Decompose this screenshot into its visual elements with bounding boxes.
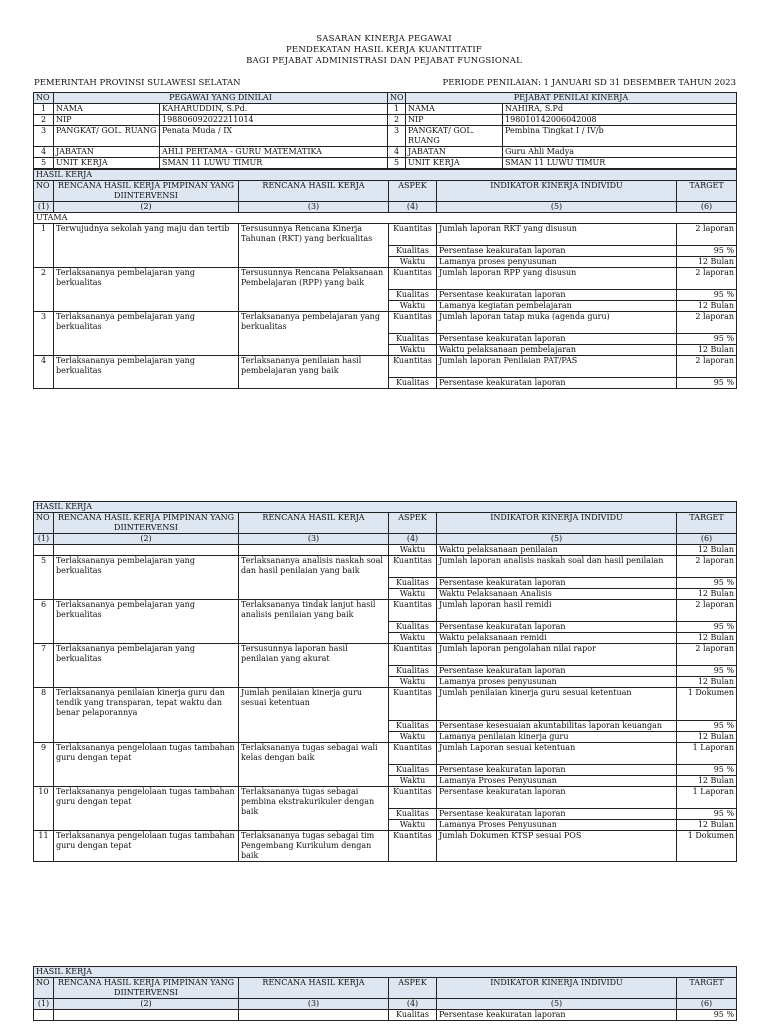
item-indikator: Jumlah laporan Penilaian PAT/PAS xyxy=(437,356,677,378)
item-no: 6 xyxy=(34,600,54,644)
id-no-head: NO xyxy=(34,93,54,104)
item-target: 95 % xyxy=(677,721,737,732)
table-row xyxy=(34,224,737,246)
id-label: UNIT KERJA xyxy=(54,158,160,169)
item-indikator: Persentase keakuratan laporan xyxy=(437,246,677,257)
doc-title-2: PENDEKATAN HASIL KERJA KUANTITATIF xyxy=(286,45,482,55)
carry-aspek: Waktu xyxy=(389,545,437,556)
page-section-1 xyxy=(33,92,736,389)
item-target: 12 Bulan xyxy=(677,301,737,312)
table-row xyxy=(34,356,737,378)
item-no: 3 xyxy=(34,312,54,356)
item-target: 2 laporan xyxy=(677,224,737,246)
item-target: 2 laporan xyxy=(677,600,737,622)
item-aspek: Kualitas xyxy=(389,666,437,677)
item-aspek: Kuantitas xyxy=(389,787,437,809)
item-target: 12 Bulan xyxy=(677,257,737,268)
id-no: 2 xyxy=(388,115,406,126)
item-target: 95 % xyxy=(677,578,737,589)
pegawai-dinilai-head: PEGAWAI YANG DINILAI xyxy=(54,93,388,104)
col-number: (3) xyxy=(239,999,389,1010)
item-target: 95 % xyxy=(677,290,737,301)
item-pimpinan: Terlaksananya pembelajaran yang berkualitas xyxy=(54,356,239,389)
item-pimpinan: Terlaksananya pembelajaran yang berkualitas xyxy=(54,268,239,312)
item-indikator: Persentase keakuratan laporan xyxy=(437,578,677,589)
item-indikator: Lamanya penilaian kinerja guru xyxy=(437,732,677,743)
item-aspek: Kualitas xyxy=(389,765,437,776)
id-no: 1 xyxy=(34,104,54,115)
col-indikator: INDIKATOR KINERJA INDIVIDU xyxy=(437,513,677,534)
item-indikator: Persentase kesesuaian akuntabilitas laporan keuangan xyxy=(437,721,677,732)
carry-indikator-3: Persentase keakuratan laporan xyxy=(437,1010,677,1021)
item-aspek: Waktu xyxy=(389,589,437,600)
carry-target: 12 Bulan xyxy=(677,545,737,556)
item-indikator: Persentase keakuratan laporan xyxy=(437,809,677,820)
item-indikator: Lamanya Proses Penyusunan xyxy=(437,776,677,787)
col-number: (1) xyxy=(34,534,54,545)
hasil-kerja-table-1 xyxy=(33,169,737,389)
item-no: 1 xyxy=(34,224,54,268)
item-indikator: Persentase keakuratan laporan xyxy=(437,334,677,345)
item-indikator: Jumlah laporan RPP yang disusun xyxy=(437,268,677,290)
item-target: 2 laporan xyxy=(677,644,737,666)
col-rhk: RENCANA HASIL KERJA xyxy=(239,978,389,999)
item-indikator: Waktu pelaksanaan remidi xyxy=(437,633,677,644)
item-indikator: Jumlah laporan pengolahan nilai rapor xyxy=(437,644,677,666)
item-target: 2 laporan xyxy=(677,268,737,290)
id-no: 4 xyxy=(34,147,54,158)
item-aspek: Waktu xyxy=(389,732,437,743)
item-target: 1 Laporan xyxy=(677,787,737,809)
item-indikator: Waktu pelaksanaan pembelajaran xyxy=(437,345,677,356)
item-aspek: Waktu xyxy=(389,633,437,644)
identity-table xyxy=(33,92,737,169)
col-no: NO xyxy=(34,513,54,534)
item-indikator: Lamanya kegiatan pembelajaran xyxy=(437,301,677,312)
item-target: 1 Dokumen xyxy=(677,688,737,721)
doc-title-1: SASARAN KINERJA PEGAWAI xyxy=(316,34,452,44)
table-row xyxy=(34,600,737,622)
id-value-penilai: SMAN 11 LUWU TIMUR xyxy=(503,158,737,169)
col-number: (1) xyxy=(34,999,54,1010)
hasil-kerja-table-2 xyxy=(33,501,737,862)
id-value-dinilai: SMAN 11 LUWU TIMUR xyxy=(160,158,388,169)
item-aspek: Kuantitas xyxy=(389,312,437,334)
item-rhk: Tersusunnya laporan hasil penilaian yang akurat xyxy=(239,644,389,688)
table-row xyxy=(34,268,737,290)
item-aspek: Kuantitas xyxy=(389,356,437,378)
col-target: TARGET xyxy=(677,978,737,999)
item-aspek: Kualitas xyxy=(389,809,437,820)
item-aspek: Kuantitas xyxy=(389,688,437,721)
item-target: 2 laporan xyxy=(677,556,737,578)
id-value-dinilai: 198806092022211014 xyxy=(160,115,388,126)
item-pimpinan: Terlaksananya pengelolaan tugas tambahan guru dengan tepat xyxy=(54,743,239,787)
item-no: 10 xyxy=(34,787,54,831)
id-value-dinilai: AHLI PERTAMA - GURU MATEMATIKA xyxy=(160,147,388,158)
item-aspek: Kualitas xyxy=(389,622,437,633)
id-label: UNIT KERJA xyxy=(406,158,503,169)
item-rhk: Terlaksananya tugas sebagai pembina ekstrakurikuler dengan baik xyxy=(239,787,389,831)
col-number: (2) xyxy=(54,202,239,213)
item-indikator: Lamanya proses penyusunan xyxy=(437,257,677,268)
id-no: 5 xyxy=(388,158,406,169)
doc-title-3: BAGI PEJABAT ADMINISTRASI DAN PEJABAT FUNGSIONAL xyxy=(246,56,522,66)
item-rhk: Tersusunnya Rencana Kinerja Tahunan (RKT) yang berkualitas xyxy=(239,224,389,268)
id-label: JABATAN xyxy=(406,147,503,158)
item-target: 95 % xyxy=(677,246,737,257)
item-aspek: Kualitas xyxy=(389,246,437,257)
col-number: (5) xyxy=(437,999,677,1010)
item-aspek: Kualitas xyxy=(389,578,437,589)
item-aspek: Waktu xyxy=(389,820,437,831)
item-rhk: Terlaksananya tugas sebagai wali kelas dengan baik xyxy=(239,743,389,787)
item-aspek: Kualitas xyxy=(389,378,437,389)
item-pimpinan: Terlaksananya penilaian kinerja guru dan tendik yang transparan, tepat waktu dan benar pelaporannya xyxy=(54,688,239,743)
instansi: PEMERINTAH PROVINSI SULAWESI SELATAN xyxy=(34,78,241,88)
col-aspek: ASPEK xyxy=(389,181,437,202)
item-target: 2 laporan xyxy=(677,356,737,378)
id-value-penilai: Pembina Tingkat I / IV/b xyxy=(503,126,737,147)
id-no-head-2: NO xyxy=(388,93,406,104)
id-label: NAMA xyxy=(406,104,503,115)
item-indikator: Jumlah penilaian kinerja guru sesuai ketentuan xyxy=(437,688,677,721)
col-indikator: INDIKATOR KINERJA INDIVIDU xyxy=(437,181,677,202)
item-target: 1 Laporan xyxy=(677,743,737,765)
col-number: (4) xyxy=(389,202,437,213)
item-aspek: Kuantitas xyxy=(389,556,437,578)
id-label: PANGKAT/ GOL. RUANG xyxy=(54,126,160,147)
item-pimpinan: Terlaksananya pembelajaran yang berkualitas xyxy=(54,600,239,644)
item-aspek: Waktu xyxy=(389,301,437,312)
item-indikator: Jumlah laporan hasil remidi xyxy=(437,600,677,622)
col-aspek: ASPEK xyxy=(389,513,437,534)
col-target: TARGET xyxy=(677,513,737,534)
table-row xyxy=(34,312,737,334)
col-number: (2) xyxy=(54,999,239,1010)
item-rhk: Terlaksananya tugas sebagai tim Pengembang Kurikulum dengan baik xyxy=(239,831,389,862)
col-rhk-pimpinan: RENCANA HASIL KERJA PIMPINAN YANG DIINTERVENSI xyxy=(54,513,239,534)
col-no: NO xyxy=(34,978,54,999)
col-number: (3) xyxy=(239,202,389,213)
table-row xyxy=(34,831,737,862)
item-target: 95 % xyxy=(677,666,737,677)
col-number: (1) xyxy=(34,202,54,213)
penilai-head: PEJABAT PENILAI KINERJA xyxy=(406,93,737,104)
item-pimpinan: Terlaksananya pengelolaan tugas tambahan guru dengan tepat xyxy=(54,787,239,831)
col-number: (6) xyxy=(677,999,737,1010)
item-target: 12 Bulan xyxy=(677,776,737,787)
item-indikator: Jumlah Dokumen KTSP sesuai POS xyxy=(437,831,677,862)
col-aspek: ASPEK xyxy=(389,978,437,999)
id-value-penilai: NAHIRA, S.Pd xyxy=(503,104,737,115)
item-indikator: Jumlah laporan RKT yang disusun xyxy=(437,224,677,246)
item-pimpinan: Terwujudnya sekolah yang maju dan tertib xyxy=(54,224,239,268)
item-aspek: Kuantitas xyxy=(389,743,437,765)
col-no: NO xyxy=(34,181,54,202)
item-indikator: Persentase keakuratan laporan xyxy=(437,765,677,776)
table-row xyxy=(34,743,737,765)
item-aspek: Kuantitas xyxy=(389,600,437,622)
item-indikator: Jumlah Laporan sesuai ketentuan xyxy=(437,743,677,765)
id-no: 4 xyxy=(388,147,406,158)
item-no: 5 xyxy=(34,556,54,600)
id-value-penilai: Guru Ahli Madya xyxy=(503,147,737,158)
col-rhk-pimpinan: RENCANA HASIL KERJA PIMPINAN YANG DIINTERVENSI xyxy=(54,978,239,999)
item-target: 12 Bulan xyxy=(677,633,737,644)
id-no: 2 xyxy=(34,115,54,126)
item-target: 2 laporan xyxy=(677,312,737,334)
item-rhk: Tersusunnya Rencana Pelaksanaan Pembelajaran (RPP) yang baik xyxy=(239,268,389,312)
col-number: (6) xyxy=(677,202,737,213)
item-rhk: Terlaksananya tindak lanjut hasil analisis penilaian yang baik xyxy=(239,600,389,644)
item-no: 2 xyxy=(34,268,54,312)
item-aspek: Kuantitas xyxy=(389,644,437,666)
item-pimpinan: Terlaksananya pembelajaran yang berkualitas xyxy=(54,644,239,688)
meta-row xyxy=(34,78,736,88)
table-row xyxy=(34,787,737,809)
item-no: 9 xyxy=(34,743,54,787)
id-value-penilai: 198010142006042008 xyxy=(503,115,737,126)
item-no: 8 xyxy=(34,688,54,743)
item-target: 12 Bulan xyxy=(677,732,737,743)
periode: PERIODE PENILAIAN: 1 JANUARI SD 31 DESEMBER TAHUN 2023 xyxy=(442,78,736,88)
item-target: 12 Bulan xyxy=(677,677,737,688)
item-aspek: Kuantitas xyxy=(389,831,437,862)
item-indikator: Lamanya proses penyusunan xyxy=(437,677,677,688)
carry-target-3: 95 % xyxy=(677,1010,737,1021)
col-number: (4) xyxy=(389,534,437,545)
item-pimpinan: Terlaksananya pembelajaran yang berkualitas xyxy=(54,312,239,356)
item-no: 11 xyxy=(34,831,54,862)
section-label: HASIL KERJA xyxy=(34,967,737,978)
id-no: 1 xyxy=(388,104,406,115)
item-indikator: Waktu Pelaksanaan Analisis xyxy=(437,589,677,600)
id-no: 3 xyxy=(388,126,406,147)
item-indikator: Lamanya Proses Penyusunan xyxy=(437,820,677,831)
item-target: 12 Bulan xyxy=(677,589,737,600)
item-aspek: Kuantitas xyxy=(389,224,437,246)
item-indikator: Jumlah laporan tatap muka (agenda guru) xyxy=(437,312,677,334)
table-row xyxy=(34,688,737,721)
col-number: (5) xyxy=(437,202,677,213)
col-number: (4) xyxy=(389,999,437,1010)
table-row xyxy=(34,644,737,666)
item-indikator: Persentase keakuratan laporan xyxy=(437,622,677,633)
item-indikator: Persentase keakuratan laporan xyxy=(437,666,677,677)
table-row xyxy=(34,556,737,578)
id-label: NAMA xyxy=(54,104,160,115)
carry-indikator: Waktu pelaksanaan penilaian xyxy=(437,545,677,556)
item-target: 95 % xyxy=(677,622,737,633)
carry-aspek-3: Kualitas xyxy=(389,1010,437,1021)
col-rhk-pimpinan: RENCANA HASIL KERJA PIMPINAN YANG DIINTERVENSI xyxy=(54,181,239,202)
col-number: (3) xyxy=(239,534,389,545)
col-number: (5) xyxy=(437,534,677,545)
col-indikator: INDIKATOR KINERJA INDIVIDU xyxy=(437,978,677,999)
item-indikator: Persentase keakuratan laporan xyxy=(437,378,677,389)
item-indikator: Jumlah laporan analisis naskah soal dan hasil penilaian xyxy=(437,556,677,578)
id-no: 5 xyxy=(34,158,54,169)
col-rhk: RENCANA HASIL KERJA xyxy=(239,181,389,202)
item-indikator: Persentase keakuratan laporan xyxy=(437,787,677,809)
item-aspek: Kualitas xyxy=(389,334,437,345)
item-rhk: Terlaksananya penilaian hasil pembelajaran yang baik xyxy=(239,356,389,389)
item-target: 12 Bulan xyxy=(677,820,737,831)
id-label: NIP xyxy=(406,115,503,126)
id-label: PANGKAT/ GOL. RUANG xyxy=(406,126,503,147)
item-rhk: Terlaksananya analisis naskah soal dan hasil penilaian yang baik xyxy=(239,556,389,600)
item-pimpinan: Terlaksananya pengelolaan tugas tambahan guru dengan tepat xyxy=(54,831,239,862)
item-target: 95 % xyxy=(677,378,737,389)
col-target: TARGET xyxy=(677,181,737,202)
utama-label: UTAMA xyxy=(34,213,737,224)
col-rhk: RENCANA HASIL KERJA xyxy=(239,513,389,534)
hasil-kerja-table-3 xyxy=(33,966,737,1021)
id-label: NIP xyxy=(54,115,160,126)
item-target: 95 % xyxy=(677,809,737,820)
page-section-3 xyxy=(33,966,736,1021)
item-target: 95 % xyxy=(677,334,737,345)
item-aspek: Kuantitas xyxy=(389,268,437,290)
section-label: HASIL KERJA xyxy=(34,502,737,513)
id-label: JABATAN xyxy=(54,147,160,158)
item-target: 1 Dokumen xyxy=(677,831,737,862)
section-label: HASIL KERJA xyxy=(34,170,737,181)
item-indikator: Persentase keakuratan laporan xyxy=(437,290,677,301)
item-aspek: Kualitas xyxy=(389,721,437,732)
item-no: 4 xyxy=(34,356,54,389)
item-rhk: Terlaksananya pembelajaran yang berkualitas xyxy=(239,312,389,356)
item-aspek: Waktu xyxy=(389,345,437,356)
item-rhk: Jumlah penilaian kinerja guru sesuai ketentuan xyxy=(239,688,389,743)
item-aspek: Waktu xyxy=(389,257,437,268)
item-pimpinan: Terlaksananya pembelajaran yang berkualitas xyxy=(54,556,239,600)
item-target: 95 % xyxy=(677,765,737,776)
item-target: 12 Bulan xyxy=(677,345,737,356)
item-aspek: Waktu xyxy=(389,677,437,688)
id-value-dinilai: KAHARUDDIN, S.Pd. xyxy=(160,104,388,115)
item-no: 7 xyxy=(34,644,54,688)
item-aspek: Kualitas xyxy=(389,290,437,301)
item-aspek: Waktu xyxy=(389,776,437,787)
page-section-2 xyxy=(33,501,736,862)
col-number: (2) xyxy=(54,534,239,545)
id-no: 3 xyxy=(34,126,54,147)
id-value-dinilai: Penata Muda / IX xyxy=(160,126,388,147)
col-number: (6) xyxy=(677,534,737,545)
